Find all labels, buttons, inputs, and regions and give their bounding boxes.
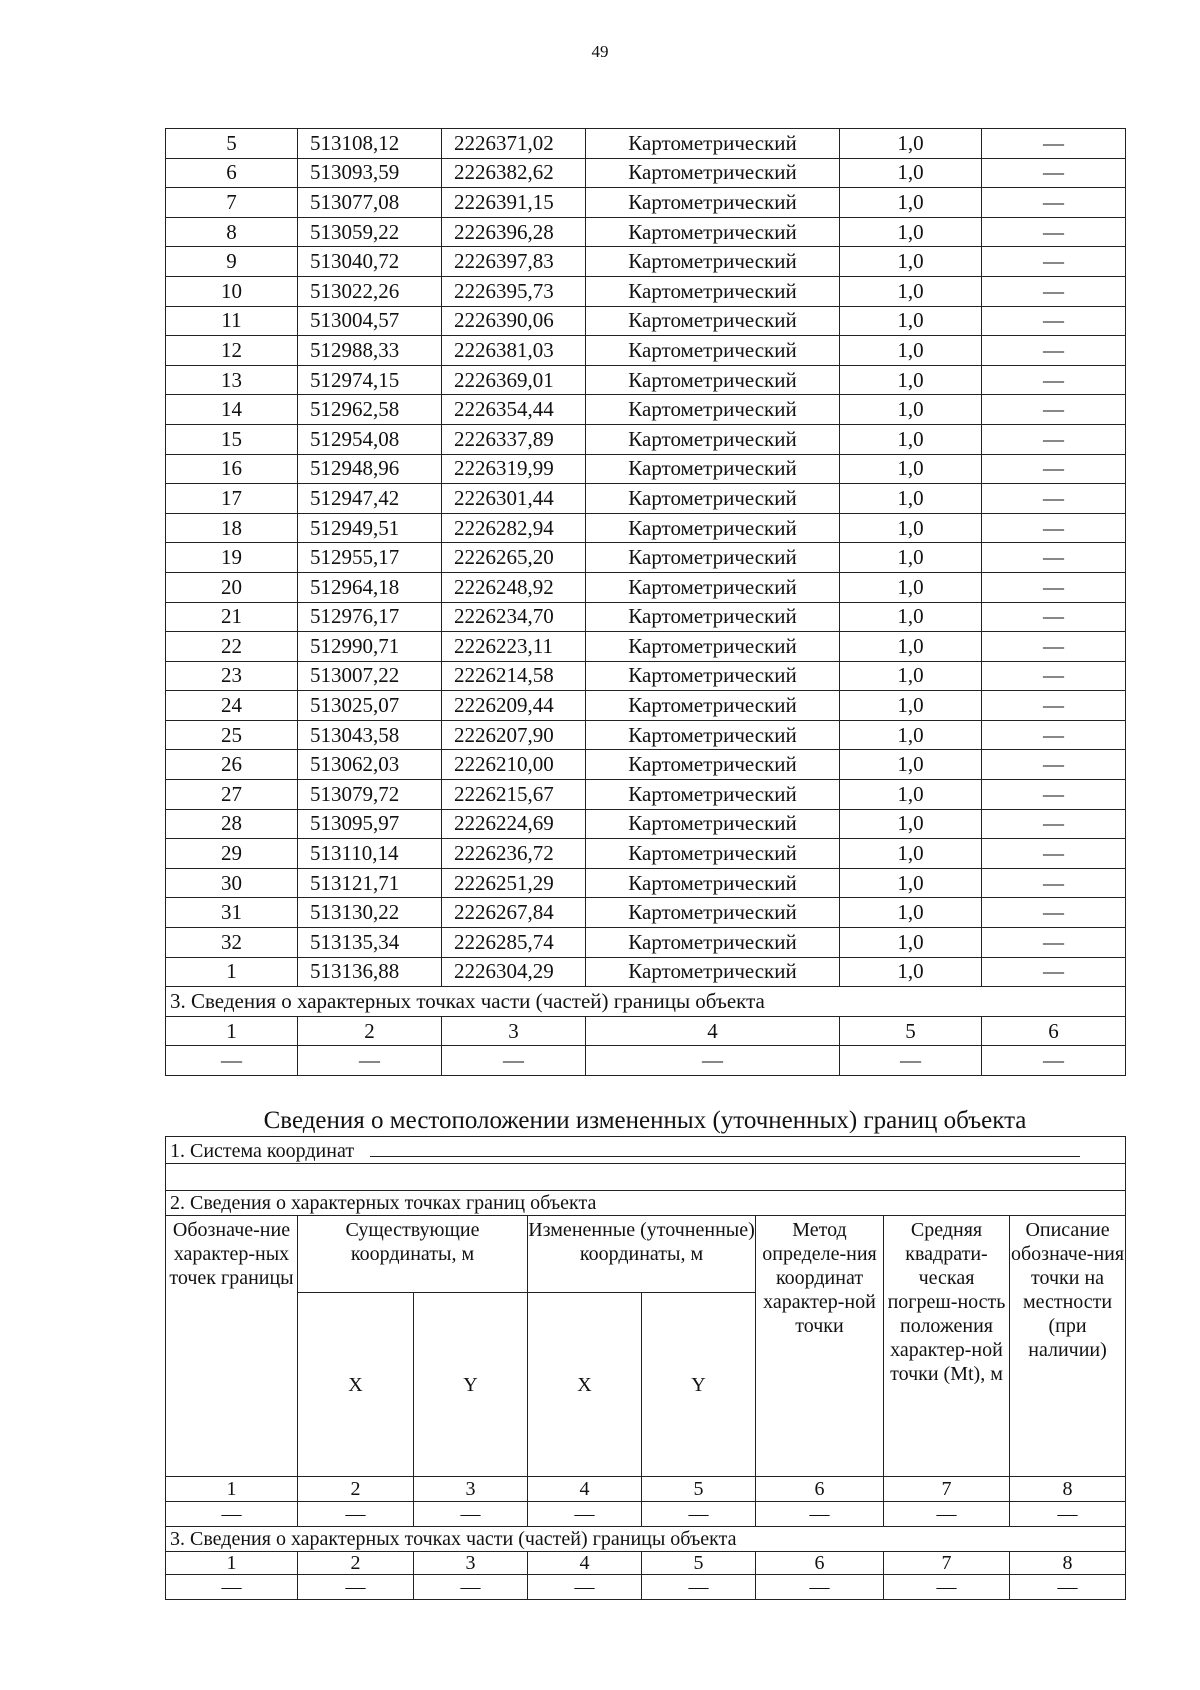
coord-x-cell: 513007,22	[298, 661, 442, 691]
section3-dash-row	[166, 1046, 1126, 1076]
description-cell: —	[982, 513, 1126, 543]
column-number-cell: 7	[884, 1552, 1010, 1575]
section3-title: 3. Сведения о характерных точках части (частей) границы объекта	[166, 1527, 1126, 1552]
method-cell: Картометрический	[586, 543, 840, 573]
coord-y-cell: 2226248,92	[442, 572, 586, 602]
header-designation: Обозначе-ние характер-ных точек границы	[166, 1216, 298, 1477]
accuracy-cell: 1,0	[840, 513, 982, 543]
coord-x-cell: 513025,07	[298, 691, 442, 721]
method-cell: Картометрический	[586, 928, 840, 958]
description-cell: —	[982, 336, 1126, 366]
description-cell: —	[982, 780, 1126, 810]
point-number-cell: 5	[166, 129, 298, 159]
method-cell: Картометрический	[586, 424, 840, 454]
accuracy-cell: 1,0	[840, 572, 982, 602]
point-number-cell: 32	[166, 928, 298, 958]
coord-y-cell: 2226304,29	[442, 957, 586, 987]
description-cell: —	[982, 839, 1126, 869]
coord-y-cell: 2226391,15	[442, 188, 586, 218]
coord-x-cell: 513135,34	[298, 928, 442, 958]
column-number-cell: 2	[298, 1552, 414, 1575]
coord-x-cell: 512964,18	[298, 572, 442, 602]
point-number-cell: 14	[166, 395, 298, 425]
coord-y-cell: 2226382,62	[442, 158, 586, 188]
table-row	[166, 247, 1126, 277]
accuracy-cell: 1,0	[840, 809, 982, 839]
section3-title: 3. Сведения о характерных точках части (частей) границы объекта	[166, 987, 1126, 1017]
header-y-existing: Y	[414, 1293, 528, 1477]
method-cell: Картометрический	[586, 572, 840, 602]
dash-cell: —	[414, 1575, 528, 1600]
table-row	[166, 395, 1126, 425]
table-row	[166, 661, 1126, 691]
header-rms: Средняя квадрати-ческая погреш-ность положения характер-ной точки (Mt), м	[884, 1216, 1010, 1477]
point-number-cell: 15	[166, 424, 298, 454]
coord-y-cell: 2226234,70	[442, 602, 586, 632]
coord-x-cell: 513043,58	[298, 720, 442, 750]
dash-cell: —	[528, 1575, 642, 1600]
dash-cell: —	[586, 1046, 840, 1076]
coord-y-cell: 2226265,20	[442, 543, 586, 573]
section3-title-row	[166, 1527, 1126, 1552]
coord-x-cell: 513040,72	[298, 247, 442, 277]
table-row	[166, 632, 1126, 662]
accuracy-cell: 1,0	[840, 839, 982, 869]
header-method: Метод определе-ния координат характер-ной точки	[756, 1216, 884, 1477]
accuracy-cell: 1,0	[840, 750, 982, 780]
coord-y-cell: 2226267,84	[442, 898, 586, 928]
table-row	[166, 809, 1126, 839]
coord-y-cell: 2226282,94	[442, 513, 586, 543]
accuracy-cell: 1,0	[840, 276, 982, 306]
coord-system-fill-line	[370, 1140, 1080, 1157]
point-number-cell: 16	[166, 454, 298, 484]
coord-x-cell: 513136,88	[298, 957, 442, 987]
column-number-cell: 5	[642, 1552, 756, 1575]
coord-y-cell: 2226319,99	[442, 454, 586, 484]
header-existing-coords: Существующие координаты, м	[298, 1216, 528, 1293]
description-cell: —	[982, 572, 1126, 602]
column-number-cell: 1	[166, 1552, 298, 1575]
page-number: 49	[591, 42, 609, 61]
dash-cell: —	[166, 1575, 298, 1600]
description-cell: —	[982, 395, 1126, 425]
coord-system-cell	[166, 1137, 1126, 1164]
coord-x-cell: 513059,22	[298, 217, 442, 247]
coord-x-cell: 512990,71	[298, 632, 442, 662]
coord-x-cell: 513095,97	[298, 809, 442, 839]
header-x-existing: X	[298, 1293, 414, 1477]
column-number-cell: 5	[840, 1016, 982, 1046]
description-cell: —	[982, 188, 1126, 218]
point-number-cell: 17	[166, 484, 298, 514]
dash-cell: —	[166, 1046, 298, 1076]
description-cell: —	[982, 424, 1126, 454]
changed-boundaries-table	[165, 1136, 1126, 1600]
dash-cell: —	[884, 1502, 1010, 1527]
column-number-cell: 6	[756, 1477, 884, 1502]
dash-cell: —	[1010, 1575, 1126, 1600]
dash-cell: —	[840, 1046, 982, 1076]
point-number-cell: 24	[166, 691, 298, 721]
method-cell: Картометрический	[586, 661, 840, 691]
point-number-cell: 13	[166, 365, 298, 395]
description-cell: —	[982, 276, 1126, 306]
coord-y-cell: 2226236,72	[442, 839, 586, 869]
coord-x-cell: 512949,51	[298, 513, 442, 543]
table-row	[166, 928, 1126, 958]
coord-y-cell: 2226381,03	[442, 336, 586, 366]
method-cell: Картометрический	[586, 247, 840, 277]
description-cell: —	[982, 720, 1126, 750]
column-number-cell: 4	[528, 1552, 642, 1575]
header-description: Описание обозначе-ния точки на местности (при наличии)	[1010, 1216, 1126, 1477]
dash-cell: —	[298, 1046, 442, 1076]
coord-x-cell: 512947,42	[298, 484, 442, 514]
column-number-cell: 3	[442, 1016, 586, 1046]
method-cell: Картометрический	[586, 306, 840, 336]
accuracy-cell: 1,0	[840, 217, 982, 247]
point-number-cell: 18	[166, 513, 298, 543]
point-number-cell: 30	[166, 868, 298, 898]
coord-y-cell: 2226396,28	[442, 217, 586, 247]
point-number-cell: 9	[166, 247, 298, 277]
description-cell: —	[982, 129, 1126, 159]
description-cell: —	[982, 247, 1126, 277]
column-number-cell: 3	[414, 1552, 528, 1575]
table-row	[166, 513, 1126, 543]
description-cell: —	[982, 365, 1126, 395]
description-cell: —	[982, 454, 1126, 484]
dash-cell: —	[166, 1502, 298, 1527]
coord-y-cell: 2226214,58	[442, 661, 586, 691]
accuracy-cell: 1,0	[840, 188, 982, 218]
table-row	[166, 276, 1126, 306]
coord-x-cell: 513022,26	[298, 276, 442, 306]
method-cell: Картометрический	[586, 691, 840, 721]
blank-cell	[166, 1164, 1126, 1191]
table-row	[166, 839, 1126, 869]
accuracy-cell: 1,0	[840, 424, 982, 454]
method-cell: Картометрический	[586, 513, 840, 543]
coord-system-row	[166, 1137, 1126, 1164]
description-cell: —	[982, 691, 1126, 721]
dash-cell: —	[884, 1575, 1010, 1600]
section3-title-row	[166, 987, 1126, 1017]
point-number-cell: 23	[166, 661, 298, 691]
coord-y-cell: 2226397,83	[442, 247, 586, 277]
accuracy-cell: 1,0	[840, 868, 982, 898]
description-cell: —	[982, 750, 1126, 780]
accuracy-cell: 1,0	[840, 247, 982, 277]
method-cell: Картометрический	[586, 750, 840, 780]
dash-cell: —	[642, 1575, 756, 1600]
accuracy-cell: 1,0	[840, 780, 982, 810]
coord-x-cell: 512962,58	[298, 395, 442, 425]
coord-y-cell: 2226215,67	[442, 780, 586, 810]
coord-system-label: 1. Система координат	[170, 1139, 355, 1162]
table-row	[166, 868, 1126, 898]
coord-x-cell: 512954,08	[298, 424, 442, 454]
coord-x-cell: 513079,72	[298, 780, 442, 810]
method-cell: Картометрический	[586, 336, 840, 366]
description-cell: —	[982, 928, 1126, 958]
dash-cell: —	[642, 1502, 756, 1527]
accuracy-cell: 1,0	[840, 720, 982, 750]
dash-cell: —	[442, 1046, 586, 1076]
method-cell: Картометрический	[586, 484, 840, 514]
coord-x-cell: 512976,17	[298, 602, 442, 632]
accuracy-cell: 1,0	[840, 691, 982, 721]
table-row	[166, 484, 1126, 514]
point-number-cell: 27	[166, 780, 298, 810]
table-row	[166, 158, 1126, 188]
coord-y-cell: 2226301,44	[442, 484, 586, 514]
column-number-cell: 5	[642, 1477, 756, 1502]
dash-row	[166, 1502, 1126, 1527]
table-row	[166, 720, 1126, 750]
table-row	[166, 306, 1126, 336]
point-number-cell: 22	[166, 632, 298, 662]
method-cell: Картометрический	[586, 780, 840, 810]
accuracy-cell: 1,0	[840, 365, 982, 395]
coord-x-cell: 512948,96	[298, 454, 442, 484]
method-cell: Картометрический	[586, 957, 840, 987]
coord-x-cell: 513121,71	[298, 868, 442, 898]
method-cell: Картометрический	[586, 276, 840, 306]
method-cell: Картометрический	[586, 365, 840, 395]
table-row	[166, 750, 1126, 780]
description-cell: —	[982, 632, 1126, 662]
method-cell: Картометрический	[586, 454, 840, 484]
boundary-points-body	[166, 129, 1126, 1076]
coord-x-cell: 512988,33	[298, 336, 442, 366]
point-number-cell: 10	[166, 276, 298, 306]
table-row	[166, 543, 1126, 573]
method-cell: Картометрический	[586, 868, 840, 898]
coord-y-cell: 2226223,11	[442, 632, 586, 662]
method-cell: Картометрический	[586, 129, 840, 159]
accuracy-cell: 1,0	[840, 129, 982, 159]
dash-cell: —	[756, 1575, 884, 1600]
column-number-cell: 8	[1010, 1552, 1126, 1575]
point-number-cell: 12	[166, 336, 298, 366]
accuracy-cell: 1,0	[840, 602, 982, 632]
boundary-points-table	[165, 128, 1126, 1076]
method-cell: Картометрический	[586, 839, 840, 869]
column-number-cell: 6	[756, 1552, 884, 1575]
dash-cell: —	[298, 1575, 414, 1600]
method-cell: Картометрический	[586, 809, 840, 839]
changed-boundaries-title: Сведения о местоположении измененных (уточненных) границ объекта	[263, 1107, 1027, 1134]
point-number-cell: 8	[166, 217, 298, 247]
point-number-cell: 31	[166, 898, 298, 928]
table-row	[166, 336, 1126, 366]
blank-row	[166, 1164, 1126, 1191]
section3-dash-row	[166, 1575, 1126, 1600]
point-number-cell: 20	[166, 572, 298, 602]
table-row	[166, 898, 1126, 928]
header-y-changed: Y	[642, 1293, 756, 1477]
coord-y-cell: 2226210,00	[442, 750, 586, 780]
accuracy-cell: 1,0	[840, 336, 982, 366]
description-cell: —	[982, 306, 1126, 336]
column-number-cell: 7	[884, 1477, 1010, 1502]
table-row	[166, 572, 1126, 602]
table-row	[166, 129, 1126, 159]
description-cell: —	[982, 158, 1126, 188]
column-number-cell: 6	[982, 1016, 1126, 1046]
column-number-cell: 4	[586, 1016, 840, 1046]
coord-x-cell: 513062,03	[298, 750, 442, 780]
description-cell: —	[982, 217, 1126, 247]
coord-y-cell: 2226209,44	[442, 691, 586, 721]
dash-cell: —	[982, 1046, 1126, 1076]
dash-cell: —	[756, 1502, 884, 1527]
column-number-cell: 3	[414, 1477, 528, 1502]
coord-y-cell: 2226371,02	[442, 129, 586, 159]
column-number-cell: 2	[298, 1477, 414, 1502]
section3-numbers-row	[166, 1016, 1126, 1046]
dash-cell: —	[528, 1502, 642, 1527]
point-number-cell: 19	[166, 543, 298, 573]
point-number-cell: 25	[166, 720, 298, 750]
method-cell: Картометрический	[586, 632, 840, 662]
method-cell: Картометрический	[586, 720, 840, 750]
table-row	[166, 188, 1126, 218]
coord-y-cell: 2226369,01	[442, 365, 586, 395]
method-cell: Картометрический	[586, 395, 840, 425]
table-row	[166, 454, 1126, 484]
coord-y-cell: 2226354,44	[442, 395, 586, 425]
coord-y-cell: 2226390,06	[442, 306, 586, 336]
header-changed-coords: Измененные (уточненные) координаты, м	[528, 1216, 756, 1293]
accuracy-cell: 1,0	[840, 158, 982, 188]
column-number-cell: 4	[528, 1477, 642, 1502]
table-row	[166, 780, 1126, 810]
coord-x-cell: 513093,59	[298, 158, 442, 188]
column-numbers-row	[166, 1477, 1126, 1502]
method-cell: Картометрический	[586, 158, 840, 188]
coord-y-cell: 2226285,74	[442, 928, 586, 958]
accuracy-cell: 1,0	[840, 661, 982, 691]
method-cell: Картометрический	[586, 188, 840, 218]
section2-title-row	[166, 1191, 1126, 1216]
table-row	[166, 957, 1126, 987]
accuracy-cell: 1,0	[840, 928, 982, 958]
method-cell: Картометрический	[586, 217, 840, 247]
description-cell: —	[982, 809, 1126, 839]
accuracy-cell: 1,0	[840, 454, 982, 484]
coord-y-cell: 2226224,69	[442, 809, 586, 839]
accuracy-cell: 1,0	[840, 484, 982, 514]
description-cell: —	[982, 868, 1126, 898]
coord-x-cell: 512955,17	[298, 543, 442, 573]
header-row-1	[166, 1216, 1126, 1293]
coord-y-cell: 2226207,90	[442, 720, 586, 750]
point-number-cell: 21	[166, 602, 298, 632]
description-cell: —	[982, 957, 1126, 987]
accuracy-cell: 1,0	[840, 395, 982, 425]
point-number-cell: 7	[166, 188, 298, 218]
header-x-changed: X	[528, 1293, 642, 1477]
coord-y-cell: 2226395,73	[442, 276, 586, 306]
table-row	[166, 602, 1126, 632]
description-cell: —	[982, 898, 1126, 928]
coord-y-cell: 2226337,89	[442, 424, 586, 454]
point-number-cell: 28	[166, 809, 298, 839]
dash-cell: —	[1010, 1502, 1126, 1527]
table-row	[166, 217, 1126, 247]
coord-x-cell: 513077,08	[298, 188, 442, 218]
description-cell: —	[982, 661, 1126, 691]
column-number-cell: 2	[298, 1016, 442, 1046]
coord-x-cell: 513130,22	[298, 898, 442, 928]
table-row	[166, 365, 1126, 395]
point-number-cell: 26	[166, 750, 298, 780]
column-number-cell: 1	[166, 1016, 298, 1046]
dash-cell: —	[298, 1502, 414, 1527]
point-number-cell: 29	[166, 839, 298, 869]
coord-y-cell: 2226251,29	[442, 868, 586, 898]
column-number-cell: 8	[1010, 1477, 1126, 1502]
dash-cell: —	[414, 1502, 528, 1527]
section3-numbers-row	[166, 1552, 1126, 1575]
description-cell: —	[982, 543, 1126, 573]
point-number-cell: 1	[166, 957, 298, 987]
description-cell: —	[982, 484, 1126, 514]
coord-x-cell: 512974,15	[298, 365, 442, 395]
table-row	[166, 424, 1126, 454]
accuracy-cell: 1,0	[840, 543, 982, 573]
coord-x-cell: 513004,57	[298, 306, 442, 336]
table-row	[166, 691, 1126, 721]
column-number-cell: 1	[166, 1477, 298, 1502]
method-cell: Картометрический	[586, 898, 840, 928]
accuracy-cell: 1,0	[840, 957, 982, 987]
point-number-cell: 11	[166, 306, 298, 336]
description-cell: —	[982, 602, 1126, 632]
coord-x-cell: 513108,12	[298, 129, 442, 159]
accuracy-cell: 1,0	[840, 898, 982, 928]
section2-title: 2. Сведения о характерных точках границ объекта	[166, 1191, 1126, 1216]
method-cell: Картометрический	[586, 602, 840, 632]
accuracy-cell: 1,0	[840, 632, 982, 662]
point-number-cell: 6	[166, 158, 298, 188]
coord-x-cell: 513110,14	[298, 839, 442, 869]
accuracy-cell: 1,0	[840, 306, 982, 336]
